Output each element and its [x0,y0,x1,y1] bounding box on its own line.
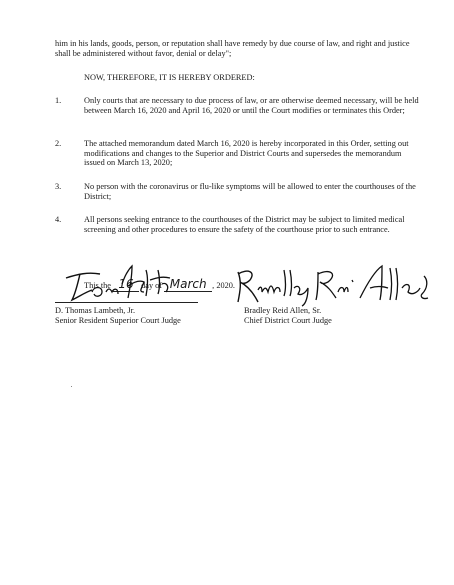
item-number: 3. [55,182,62,191]
signatory-name-right: Bradley Reid Allen, Sr. [244,306,322,315]
item-number: 1. [55,96,62,105]
scan-speck [71,386,72,387]
signatory-title-left: Senior Resident Superior Court Judge [55,316,181,325]
signature-lambeth [58,262,178,304]
order-item-3: No person with the coronavirus or flu-like symptoms will be allowed to enter the courthouses of the District; [84,182,416,201]
handwritten-day: 16 [113,277,139,292]
item-number: 4. [55,215,62,224]
order-item-4: All persons seeking entrance to the courthouses of the District may be subject to limited medical screening and other procedures to ensure the safety of the courthouse prior to such entrance. [84,215,405,234]
order-item-1: Only courts that are necessary to due process of law, or are otherwise deemed necessary, will be held between March 16, 2020 and April 16, 2020 or until the Court modifies or terminates this Order; [84,96,419,115]
dated-prefix: This the [84,281,111,290]
signatory-title-right: Chief District Court Judge [244,316,332,325]
intro-paragraph: him in his lands, goods, person, or reputation shall have remedy by due course of law, and right and justice shall be administered without favor, denial or delay"; [55,39,410,58]
handwritten-month: March [164,277,212,292]
dated-middle: day of [141,281,163,290]
dated-suffix: , 2020. [212,281,235,290]
order-item-2: The attached memorandum dated March 16, 2020 is hereby incorporated in this Order, setting out modifications and changes to the Superior and District Courts and supersedes the memorandum issued on March 13, 2020; [84,139,409,168]
ordered-heading: NOW, THEREFORE, IT IS HEREBY ORDERED: [84,73,255,82]
signature-line-left [55,302,198,303]
signatory-name-left: D. Thomas Lambeth, Jr. [55,306,136,315]
signature-allen [232,262,432,308]
item-number: 2. [55,139,62,148]
